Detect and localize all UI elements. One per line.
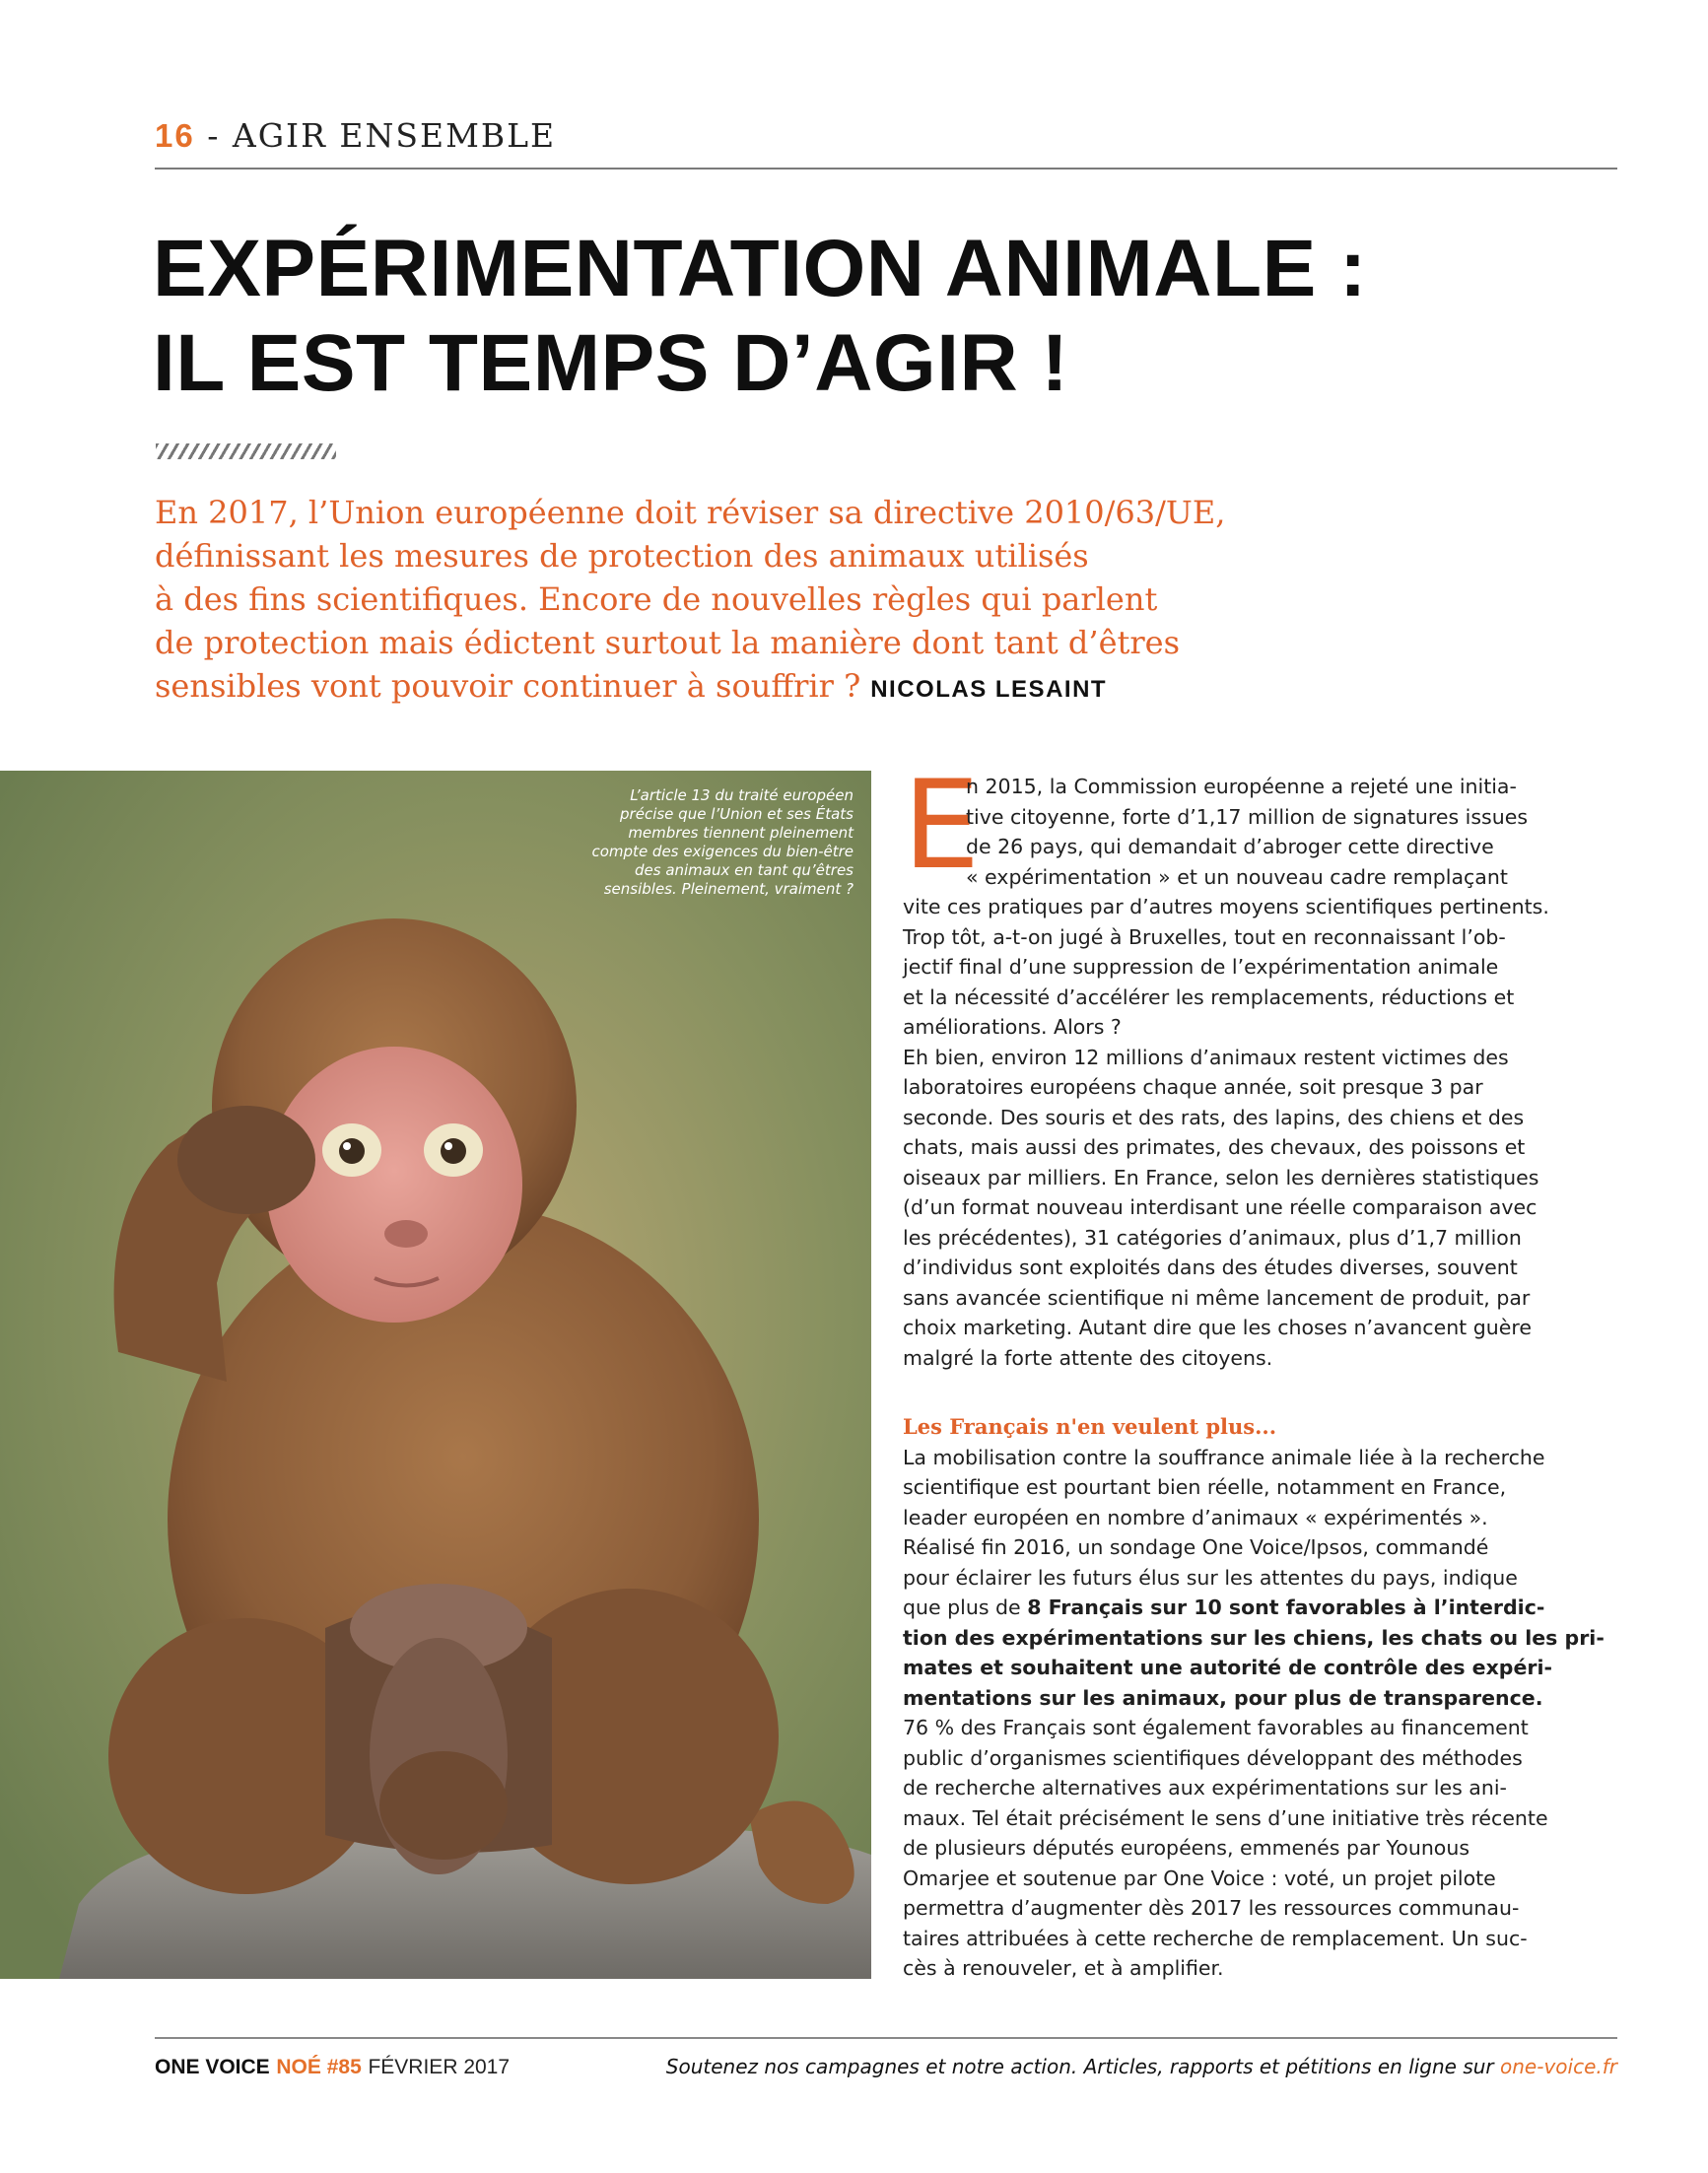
intro-line: à des fins scientifiques. Encore de nouvelles règles qui parlent — [155, 580, 1158, 618]
body-line: améliorations. Alors ? — [903, 1015, 1122, 1039]
footer-date: FÉVRIER 2017 — [368, 2056, 511, 2078]
page-header — [155, 116, 1617, 170]
body-line: cès à renouveler, et à amplifier. — [903, 1956, 1224, 1980]
body-line: leader européen en nombre d’animaux « expérimentés ». — [903, 1505, 1488, 1529]
footer-rule — [155, 2037, 1617, 2039]
article-body — [903, 755, 1616, 1984]
body-line: Réalisé fin 2016, un sondage One Voice/Ipsos, commandé — [903, 1535, 1489, 1559]
title-line: IL EST TEMPS D’AGIR ! — [153, 318, 1069, 408]
body-bold-line: mates et souhaitent une autorité de contrôle des expéri- — [903, 1656, 1553, 1679]
body-line: sans avancée scientifique ni même lancement de produit, par — [903, 1285, 1531, 1310]
body-line: laboratoires européens chaque année, soit presque 3 par — [903, 1075, 1483, 1099]
spacer — [903, 1373, 1616, 1412]
section-name: AGIR ENSEMBLE — [232, 116, 557, 155]
body-line: maux. Tel était précisément le sens d’une initiative très récente — [903, 1805, 1548, 1830]
body-line: choix marketing. Autant dire que les choses n’avancent guère — [903, 1316, 1532, 1339]
article-title — [153, 222, 1631, 411]
header-separator: - — [194, 116, 233, 155]
body-line: de 26 pays, qui demandait d’abroger cette directive — [966, 835, 1494, 858]
intro-line-text: sensibles vont pouvoir continuer à souffrir ? — [155, 667, 861, 705]
intro-line: définissant les mesures de protection des animaux utilisés — [155, 537, 1089, 575]
footer-brand: ONE VOICE — [155, 2056, 270, 2078]
body-text: que plus de — [903, 1596, 1028, 1619]
body-line: seconde. Des souris et des rats, des lapins, des chiens et des — [903, 1105, 1525, 1129]
monkey-photo — [0, 771, 871, 1979]
body-line: 76 % des Français sont également favorables au financement — [903, 1716, 1529, 1739]
intro-paragraph — [155, 491, 1377, 712]
tagline-text: Soutenez nos campagnes et notre action. Articles, rapports et pétitions en ligne sur — [665, 2055, 1501, 2078]
body-line: (d’un format nouveau interdisant une réelle comparaison avec — [903, 1195, 1537, 1219]
body-line: n 2015, la Commission européenne a rejeté une initia- — [966, 775, 1517, 798]
body-line: La mobilisation contre la souffrance animale liée à la recherche — [903, 1445, 1545, 1469]
footer-tagline — [666, 2055, 1617, 2078]
body-line: oiseaux par milliers. En France, selon les dernières statistiques — [903, 1165, 1539, 1189]
body-line: permettra d’augmenter dès 2017 les ressources communau- — [903, 1896, 1520, 1920]
page-number: 16 — [155, 117, 195, 154]
drop-cap: E — [903, 755, 981, 897]
caption-line: compte des exigences du bien-être — [591, 843, 854, 860]
body-line: chats, mais aussi des primates, des chevaux, des poissons et — [903, 1135, 1526, 1159]
body-line: taires attribuées à cette recherche de remplacement. Un suc- — [903, 1926, 1528, 1950]
body-line: vite ces pratiques par d’autres moyens scientifiques pertinents. — [903, 895, 1549, 918]
body-line: « expérimentation » et un nouveau cadre remplaçant — [966, 864, 1508, 889]
body-line: de plusieurs députés européens, emmenés par Younous — [903, 1836, 1470, 1860]
body-bold-line: mentations sur les animaux, pour plus de transparence. — [903, 1685, 1543, 1710]
website-link[interactable]: one-voice.fr — [1500, 2055, 1617, 2078]
body-line: tive citoyenne, forte d’1,17 million de signatures issues — [966, 804, 1529, 829]
section-subhead: Les Français n'en veulent plus... — [903, 1414, 1277, 1439]
body-line: public d’organismes scientifiques développant des méthodes — [903, 1745, 1523, 1770]
body-line: malgré la forte attente des citoyens. — [903, 1345, 1273, 1370]
body-line: de recherche alternatives aux expérimentations sur les ani- — [903, 1776, 1507, 1800]
intro-line-last — [155, 664, 1377, 712]
caption-line: L’article 13 du traité européen — [630, 786, 854, 804]
intro-line: En 2017, l’Union européenne doit réviser sa directive 2010/63/UE, — [155, 494, 1226, 531]
body-bold-text: 8 Français sur 10 sont favorables à l’interdic- — [1027, 1596, 1545, 1619]
body-line: jectif final d’une suppression de l’expérimentation animale — [903, 955, 1499, 979]
caption-line: sensibles. Pleinement, vraiment ? — [603, 880, 854, 898]
title-line: EXPÉRIMENTATION ANIMALE : — [153, 224, 1367, 313]
author-name: NICOLAS LESAINT — [870, 676, 1108, 703]
footer-issue: NOÉ #85 — [276, 2056, 362, 2078]
intro-line: de protection mais édictent surtout la manière dont tant d’êtres — [155, 624, 1181, 661]
photo-caption — [528, 786, 854, 899]
body-line: pour éclairer les futurs élus sur les attentes du pays, indique — [903, 1565, 1518, 1590]
caption-line: des animaux en tant qu’êtres — [634, 861, 854, 879]
body-line: Trop tôt, a-t-on jugé à Bruxelles, tout en reconnaissant l’ob- — [903, 924, 1506, 949]
monkey-illustration — [0, 771, 871, 1979]
body-line: les précédentes), 31 catégories d’animaux, plus d’1,7 million — [903, 1225, 1522, 1250]
body-line-mixed — [903, 1593, 1616, 1623]
body-line: Omarjee et soutenue par One Voice : voté, un projet pilote — [903, 1866, 1496, 1890]
page-footer — [155, 2055, 1617, 2084]
body-line: et la nécessité d’accélérer les remplacements, réductions et — [903, 985, 1515, 1009]
body-line: d’individus sont exploités dans des études diverses, souvent — [903, 1256, 1518, 1279]
caption-line: précise que l’Union et ses États — [620, 805, 854, 823]
body-line: scientifique est pourtant bien réelle, notamment en France, — [903, 1475, 1507, 1499]
decorative-hatch — [156, 443, 336, 459]
body-bold-line: tion des expérimentations sur les chiens, les chats ou les pri- — [903, 1625, 1605, 1650]
body-line: Eh bien, environ 12 millions d’animaux restent victimes des — [903, 1045, 1509, 1069]
caption-line: membres tiennent pleinement — [628, 824, 854, 842]
